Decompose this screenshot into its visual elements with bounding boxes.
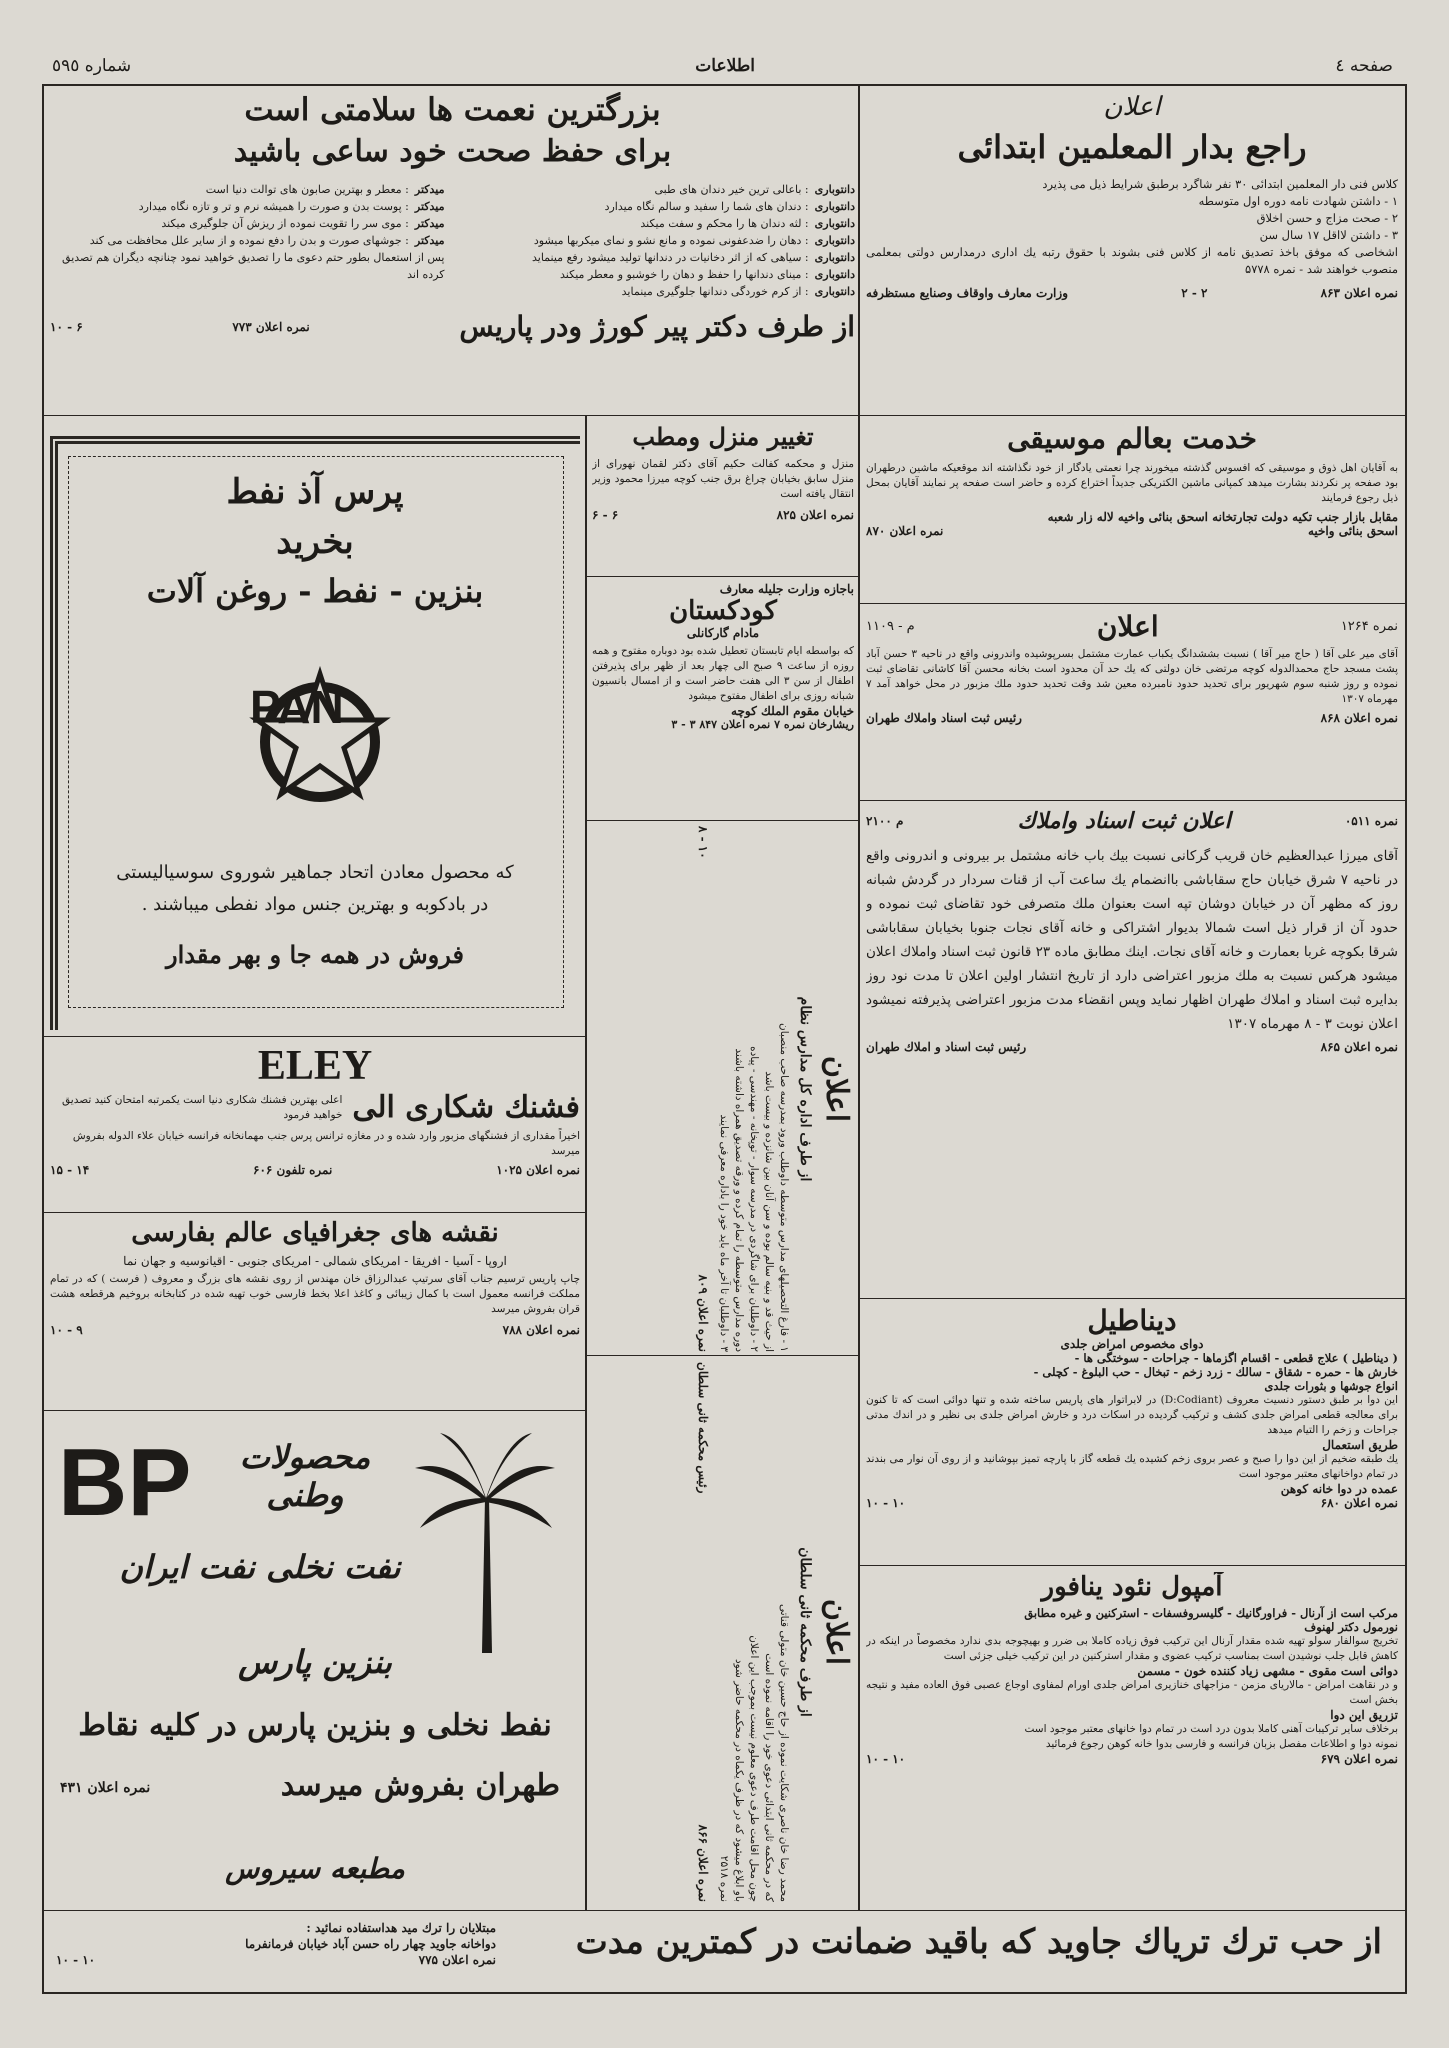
notice-title: اعلان [1096, 610, 1159, 643]
issue-number: شماره ٥٩٥ [52, 56, 132, 76]
list-item: دانتوباری : مینای دندانها را حفظ و دهان را خوشبو و معطر میکند [560, 268, 855, 281]
ad-line: فروش در همه جا و بهر مقدار [166, 940, 464, 969]
ad-line: نفط نخلی و بنزین پارس در کلیه نقاط [78, 1708, 552, 1743]
tobacco-small-ad [56, 1920, 496, 1968]
notice-line: باو ابلاغ میشود که در ظرف یکماه در محکمه حاضر شود [733, 1658, 745, 1902]
notice-line: که در محکمه ثانی ابتدائی دعوی خود را اقامه نموده است [763, 1653, 775, 1902]
ad-number: نمره اعلان ۶۸۰ [1320, 1496, 1398, 1510]
notice-subtitle: از طرف اداره کل مدارس نظام [797, 996, 813, 1182]
ad-number: نمره اعلان ۸۲۵ [776, 508, 854, 522]
registry-signer: رئیس ثبت اسناد و املاك طهران [866, 1040, 1027, 1054]
ad-subtitle: برای حفظ صحت خود ساعی باشید [233, 134, 672, 169]
registry-code: م ۲۱۰۰ [866, 814, 904, 828]
ad-number: نمره اعلان ۷۷۵ [418, 1953, 496, 1967]
ad-line: بخرید [276, 522, 354, 562]
ad-body: چاپ پاریس ترسیم جناب آقای سرتیپ عبدالرزاق خان مهندس از روی نقشه های بزرگ و معروف ( فرست ) که در تمام مملکت فرانسه معمول است با کمال زیبائی و کاغذ اعلا بخط فارسی خوب تهیه شده در کتابخانه بروخیم هرقطعه هشت قران بفروش میرسد [50, 1273, 580, 1315]
ad-signer: از طرف دکتر پیر کورژ ودر پاریس [459, 310, 855, 343]
list-item: میدکتر : معطر و بهترین صابون های توالت دنیا است [205, 183, 445, 196]
pan-oil-ad [50, 422, 580, 1030]
ad-body: اشخاصی که موفق باخذ تصدیق نامه از کلاس فنی بشوند با حقوق رتبه یك اداری درمدارس دولتی بمعلمی منصوب خواهند شد - نمره ۵۷۷۸ [866, 245, 1398, 276]
ad-line: که محصول معادن اتحاد جماهیر شوروی سوسیالیستی [116, 862, 514, 883]
ad-brand: ELEY [257, 1043, 373, 1089]
ad-title: بزرگترین نعمت ها سلامتی است [244, 92, 661, 128]
moving-office-ad [592, 422, 854, 572]
ad-name: مادام گارکانلی [686, 626, 760, 640]
ad-line: نورمول دکتر لهنوف [1304, 1620, 1398, 1634]
notice-line: دوره مدارس متوسطه را تمام کرده و ورقه تصدیق همراه داشته باشند [733, 1048, 745, 1352]
rule-l2 [44, 1212, 585, 1213]
ad-number: نمره اعلان ۱۰۲۵ [496, 1163, 580, 1177]
ad-footer [50, 1163, 580, 1177]
ad-number: نمره اعلان ۴۳۱ [60, 1780, 151, 1796]
registry-ad-number: نمره اعلان ۸۶۵ [1320, 1040, 1398, 1054]
ad-line: نفت نخلی نفت ایران [119, 1548, 401, 1586]
ad-list: انواع جوشها و بثورات جلدی [1264, 1379, 1398, 1393]
ad-columns [50, 181, 855, 300]
dentavari-ad [50, 92, 855, 412]
ad-footer [50, 310, 855, 343]
ad-signer: اسحق بنائی واخیه [1307, 524, 1398, 538]
rule-m2 [587, 820, 858, 821]
registry-ad [866, 808, 1398, 1294]
notice-title: اعلان [819, 1598, 854, 1666]
ad-signer: وزارت معارف واوقاف وصنایع مستظرفه [866, 286, 1068, 300]
rule-col-right [858, 84, 860, 1910]
ad-footer [866, 1496, 1398, 1510]
eley-cartridge-ad [50, 1042, 580, 1208]
court-notice [592, 1362, 854, 1902]
ad-line: مبتلایان را ترك مید هداستفاده نمائید : [306, 1921, 496, 1935]
ad-line: محصولات وطنی [239, 1438, 371, 1514]
list-item: دانتوباری : دهان را ضدعفونی نموده و مانع نشو و نمای میکربها میشود [533, 234, 855, 247]
list-item: دانتوباری : باعالی ترین خیر دندان های طبی [654, 183, 855, 196]
notice-number: نمره ۱۲۶۴ [1340, 619, 1398, 634]
ad-body: که بواسطه ایام تابستان تعطیل شده بود دوباره مفتوح و همه روزه از ساعت ۹ صبح الی چهار بعد از ظهر برای پذیرفتن اطفال از سن ۳ الی هفت حاضر است و از امسال بانسیون شبانه روزی برای اطفال مفتوح میشود [592, 645, 854, 702]
list-item: میدکتر : پوست بدن و صورت را همیشه نرم و تر و تازه نگاه میدارد [138, 200, 445, 213]
notice-signer: رئیس ثبت اسناد واملاك طهران [866, 711, 1022, 725]
ad-footer [592, 508, 854, 522]
rule-r3 [860, 800, 1405, 801]
ad-address: مقابل بازار جنب تکیه دولت تجارتخانه اسحق بنائی واخیه لاله زار شعبه [1047, 510, 1398, 524]
ad-run: ۶ - ۶ [592, 508, 619, 522]
ad-label: اعلان [1103, 92, 1161, 122]
notice-footer [866, 711, 1398, 725]
ad-body: تخریج سوالفار سولو تهیه شده مقدار آرنال این ترکیب فوق زیاده کاملا بی ضرر و بهیچوجه بدی ندارد مخصوصاً در اینکه در کاهش قابل جلب نوشیدن است بمناسب ترکیب عضوی و مقدار استرکنین در این ترکیب خیلی جزئی است [866, 1635, 1398, 1662]
registry-body: آقای میرزا عبدالعظیم خان قریب گرکانی نسبت بیك باب خانه مشتمل بر بیرونی و اندرونی واقع در ناحیه ۷ شرق خیابان حاج سقاباشی باانضمام یك ساعت آب از قنات سردار در گردش شبانه روز که مظهر آن در خیابان دوشان تپه است بعنوان ملك متصرفی خود تقاضای ثبت نموده و حدود آن از قرار ذیل است شمالا بدیوار اشتراکی و خانه آقای نجات جنوبا بخیابان سقاباشی شرقا بکوچه غربا بعمارت و خانه آقای نجات. اینك مطابق ماده ۲۳ قانون ثبت اسناد واملاك اعلان میشود هرکس نسبت به ملك مزبور اعتراضی دارد از تاریخ انتشار اولین اعلان تا مدت نود روز بدایره ثبت اسناد و املاك طهران اظهار نماید وپس انقضاء مدت مزبور اعتراضی پذیرفته نمیشود اعلان نوبت ۳ - ۸ مهرماه ۱۳۰۷ [866, 848, 1398, 1032]
notice-code: م - ۱۱۰۹ [866, 619, 915, 634]
ad-title: دیناطیل [1087, 1304, 1177, 1337]
ad-regions: اروپا - آسیا - افریقا - امریکای شمالی - امریکای جنوبی - اقیانوسیه و جهان نما [123, 1254, 507, 1268]
registry-footer [866, 1040, 1398, 1054]
rule-col-mid [585, 415, 587, 1910]
registry-title: اعلان ثبت اسناد واملاك [1017, 808, 1231, 834]
tobacco-banner [46, 1914, 1402, 1990]
ad-number: نمره اعلان ۸۶۳ [1320, 286, 1398, 300]
ad-usage-title: طریق استعمال [1322, 1438, 1398, 1452]
rule-r4 [860, 1298, 1405, 1299]
ad-intro: کلاس فنی دار المعلمین ابتدائی ۳۰ نفر شاگرد برطبق شرایط ذیل می پذیرد [1042, 177, 1398, 191]
ad-line: پرس آذ نفط [226, 472, 404, 512]
paper-name: اطلاعات [695, 56, 755, 76]
notice-line: ۲ - داوطلبان برای شاگردی در مدرسه سوار - توپخانه - مهندسی - پیاده [748, 1046, 760, 1352]
list-item: دانتوباری : لثه دندان ها را محکم و سفت میکند [640, 217, 855, 230]
music-service-ad [866, 422, 1398, 600]
ad-body: این دوا بر طبق دستور دنسیت معروف (D:Codiant) در لابراتوار های پاریس ساخته شده و تنها دوائی است که تا کنون برای معالجه قطعی امراض جلدی کشف و ترکیب گردیده در اسکات درد و خارش امراض جلدی بی نظیر و در اندك مدتی جراحات و زخم را التیام میدهد [866, 1394, 1398, 1436]
notice-title: اعلان [819, 1055, 854, 1123]
ad-run: ۹ - ۱۰ [50, 1323, 83, 1337]
ad-line: بنزین - نفط - روغن آلات [146, 572, 484, 610]
ad-body: و در نقاهت امراض - مالاریای مزمن - مزاجهای خنازیری امراض جلدی اورام لمفاوی اوجاع عصبی فوق العاده مفید و نتیجه بخش است [866, 1679, 1398, 1706]
ad-run: ۱۰ - ۱۰ [56, 1953, 96, 1967]
notice-body: آقای میر علی آقا ( حاج میر آقا ) نسبت بششدانگ یکباب عمارت مشتمل بسرپوشیده واندرونی واقع در ناحیه ۳ حسن آباد پشت مسجد حاج محمدالدوله کوچه مرتضی خان دولتی که یك حد آن محدود است بخانه محسن آقا کاشانی تقاضای ثبت نموده و روز شنبه سوم شهریور برای تحدید حدود نامبرده معین شد وقت تحدید حدود ملك مزبور در محل خواهد آمد ۷ مهرماه ۱۳۰۷ [866, 648, 1398, 705]
dynatel-ad [866, 1304, 1398, 1562]
rule-l1 [44, 1036, 585, 1037]
ampoule-ad [866, 1572, 1398, 1906]
ad-title: فشنك شکاری الی [352, 1090, 580, 1125]
ad-footer [866, 524, 1398, 538]
notice-number: نمره اعلان ۸۶۸ [1320, 711, 1398, 725]
page-number: صفحه ٤ [1335, 56, 1393, 76]
ad-condition: ۱ - داشتن شهادت نامه دوره اول متوسطه [1198, 194, 1398, 208]
ad-line: در بادکوبه و بهترین جنس مواد نفطی میباشند . [141, 894, 489, 915]
ad-title: کودکستان [669, 596, 777, 626]
rule-m1 [587, 576, 858, 577]
military-schools-notice [592, 826, 854, 1352]
notice-header [866, 610, 1398, 643]
ad-title: خدمت بعالم موسیقی [1007, 422, 1257, 455]
ad-dealer: عمده در دوا خانه کوهن [1280, 1482, 1398, 1496]
ad-run: ۲ - ۲ [1181, 286, 1208, 300]
ad-line: مرکب است از آرنال - فراورگانیك - گلیسروفسفات - استرکنین و غیره مطابق [1024, 1606, 1398, 1620]
bp-ad [50, 1418, 580, 1838]
ad-note: نمونه دوا و اطلاعات مفصل بزبان فرانسه و فارسی بدوا خانه کوهن رجوع فرمائید [1045, 1738, 1398, 1750]
ad-run: ۱۰ - ۱۰ [866, 1496, 906, 1510]
rule-frame-right [1405, 84, 1407, 1994]
notice-number: نمره اعلان ۸۶۶ [696, 1824, 710, 1902]
notice-line: چون محل اقامت طرف دعوی معلوم نیست بموجب این اعلان [748, 1635, 760, 1902]
palm-tree-icon [410, 1428, 560, 1658]
ad-footer [56, 1952, 496, 1968]
ad-inject: برخلاف سایر ترکیبات آهنی کاملا بدون درد است در تمام دوا خانهای معتبر موجود است [1024, 1723, 1398, 1735]
ad-permit: باجازه وزارت جلیله معارف [719, 582, 854, 596]
ad-footer: ریشارخان نمره ۷ نمره اعلان ۸۴۷ ۳ - ۳ [671, 718, 854, 731]
notice-line: ۳ - داوطلبان تا آخر ماه باید خود را باداره معرفی نمایند [718, 1114, 730, 1352]
teacher-college-ad [866, 92, 1398, 412]
list-item: دانتوباری : دندان های شما را سفید و سالم نگاه میدارد [604, 200, 855, 213]
notice-run: ۱۰ - ۸ [696, 826, 710, 859]
dentavari-list [461, 181, 856, 300]
list-item: میدکتر : موی سر را تقویت نموده از ریزش آن جلوگیری میکند [161, 217, 445, 230]
bp-logo: BP [58, 1429, 192, 1536]
ad-number: نمره اعلان ۸۷۰ [866, 524, 944, 538]
ad-number: نمره اعلان ۷۸۸ [502, 1323, 580, 1337]
kindergarten-ad [592, 582, 854, 816]
notice-line: از حیث قد و بنیه سالم بوده و سن آنان بین شانزده و بیست باشد [763, 1071, 775, 1352]
ad-line: بنزین پارس [238, 1643, 392, 1681]
notice-footer [696, 826, 710, 1352]
ad-number: نمره اعلان ۶۷۹ [1320, 1752, 1398, 1766]
ad-address: خیابان مقوم الملك کوچه [731, 704, 854, 718]
registry-number: نمره ۰۵۱۱ [1344, 814, 1398, 828]
ad-title: نقشه های جغرافیای عالم بفارسی [131, 1218, 499, 1248]
list-item: دانتوباری : سیاهی که از اثر دخانیات در دندانها تولید میشود رفع مینماید [532, 251, 855, 264]
rule-banner [44, 1910, 1405, 1911]
maps-ad [50, 1218, 580, 1406]
ad-list: خارش ها - حمره - شقاق - سالك - زرد زخم - تبخال - حب البلوغ - کچلی - [1033, 1365, 1398, 1379]
ad-footer [866, 286, 1398, 300]
ad-body: به آقایان اهل ذوق و موسیقی که افسوس گذشته میخورند چرا نعمتی یادگار از خود نگذاشته اند موقعیکه ماشین درطهران بود صفحه پر نکردند بشارت میدهد کمپانی ماشین الکتریکی جدیداً اختراع کرده و حاضر است صفحه پر نمایند آقایان بمحل ذیل رجوع فرمایند [866, 462, 1398, 504]
printer-name: مطبعه سیروس [225, 1852, 405, 1885]
ad-condition: ۲ - صحت مزاج و حسن اخلاق [1256, 211, 1398, 225]
notice-signer: رئیس محکمه ثانی سلطان [696, 1362, 710, 1494]
midoctor-list [50, 181, 445, 300]
list-item: دانتوباری : از کرم خوردگی دندانها جلوگیری مینماید [621, 285, 855, 298]
rule-m3 [587, 1355, 858, 1356]
page-header [40, 52, 1405, 82]
banner-text: از حب ترك تریاك جاوید که باقید ضمانت در کمترین مدت [575, 1922, 1382, 1962]
ad-run: ۱۴ - ۱۵ [50, 1163, 90, 1177]
ad-inject-title: تزریق این دوا [1330, 1708, 1398, 1722]
ad-body: منزل و محکمه کفالت حکیم آقای دکتر لقمان نهورای از منزل سابق بخیابان چراغ برق جنب کوچه میرزا محمود وزیر انتقال یافته است [592, 458, 854, 500]
notice-subtitle: از طرف محکمه ثانی سلطان [797, 1547, 813, 1717]
ad-title: راجع بدار المعلمین ابتدائی [957, 128, 1307, 166]
ad-body: اخیراً مقداری از فشنگهای مزبور وارد شده و در مغازه ترانس پرس جنب مهمانخانه فرانسه خیابان علاء الدوله بفروش میرسد [72, 1130, 580, 1157]
notice-footer [696, 1362, 710, 1902]
rule-l3 [44, 1410, 585, 1411]
rule-r1 [42, 415, 1407, 416]
notice-line: نمره ۲۵۱۸ [718, 1855, 730, 1902]
rule-frame-left [42, 84, 44, 1994]
ad-tonic: دوائی است مقوی - مشهی زیاد کننده خون - مسمن [1137, 1664, 1398, 1678]
notice-line: ۱ - فارغ التحصیلهای مدارس متوسطه داوطلب ورود بمدرسه صاحب منصبان [778, 1023, 790, 1352]
ad-title: آمپول نئود ینافور [1041, 1572, 1223, 1602]
list-item: پس از استعمال بطور حتم دعوی ما را تصدیق خواهید نمود چنانچه دیگران هم تصدیق کرده اند [62, 251, 445, 281]
ad-line: دواخانه جاوید چهار راه حسن آباد خیابان فرمانفرما [245, 1937, 496, 1951]
ad-title: تغییر منزل ومطب [632, 422, 814, 451]
ad-run: ۱۰ - ۱۰ [866, 1752, 906, 1766]
rule-bottom [42, 1992, 1407, 1994]
notice-number: نمره اعلان ۸۰۹ [696, 1274, 710, 1352]
ad-subtitle: دوای مخصوص امراض جلدی [1060, 1337, 1204, 1351]
list-item: میدکتر : جوشهای صورت و بدن را دفع نموده و از سایر علل محافظت می کند [89, 234, 445, 247]
ad-line: طهران بفروش میرسد [280, 1768, 560, 1803]
rule-top [42, 84, 1407, 86]
ad-condition: ۳ - داشتن لااقل ۱۷ سال سن [1259, 228, 1398, 242]
rule-r5 [860, 1565, 1405, 1566]
registry-header [866, 808, 1398, 834]
notice-line: محمد رضا خان ناصری شکایت نموده از حاج حسین خان متولی قناتی [778, 1603, 790, 1902]
ad-body: اعلی بهترین فشنك شکاری دنیا است یکمرتبه امتحان کنید تصدیق خواهید فرمود [62, 1093, 343, 1121]
ad-footer [866, 1752, 1398, 1766]
ad-footer [50, 1323, 580, 1337]
ad-phone: نمره تلفون ۶۰۶ [253, 1163, 333, 1177]
notice-1264 [866, 610, 1398, 796]
ad-usage: یك طبقه ضخیم از این دوا را صبح و عصر بروی زخم کشیده یك قطعه گاز با پارچه تمیز بپوشانید و از روی آن نوار می بندند در تمام دواخانهای معتبر موجود است [866, 1453, 1398, 1480]
ad-number: نمره اعلان ۷۷۳ [232, 319, 310, 334]
ad-run: ۶ - ۱۰ [50, 319, 83, 334]
ad-list: ( دیناطیل ) علاج قطعی - اقسام اگزماها - جراحات - سوختگی ها - [1074, 1351, 1398, 1365]
ad-main [50, 1090, 580, 1125]
pan-logo-text: PAN [250, 681, 344, 733]
rule-r2 [860, 603, 1405, 604]
